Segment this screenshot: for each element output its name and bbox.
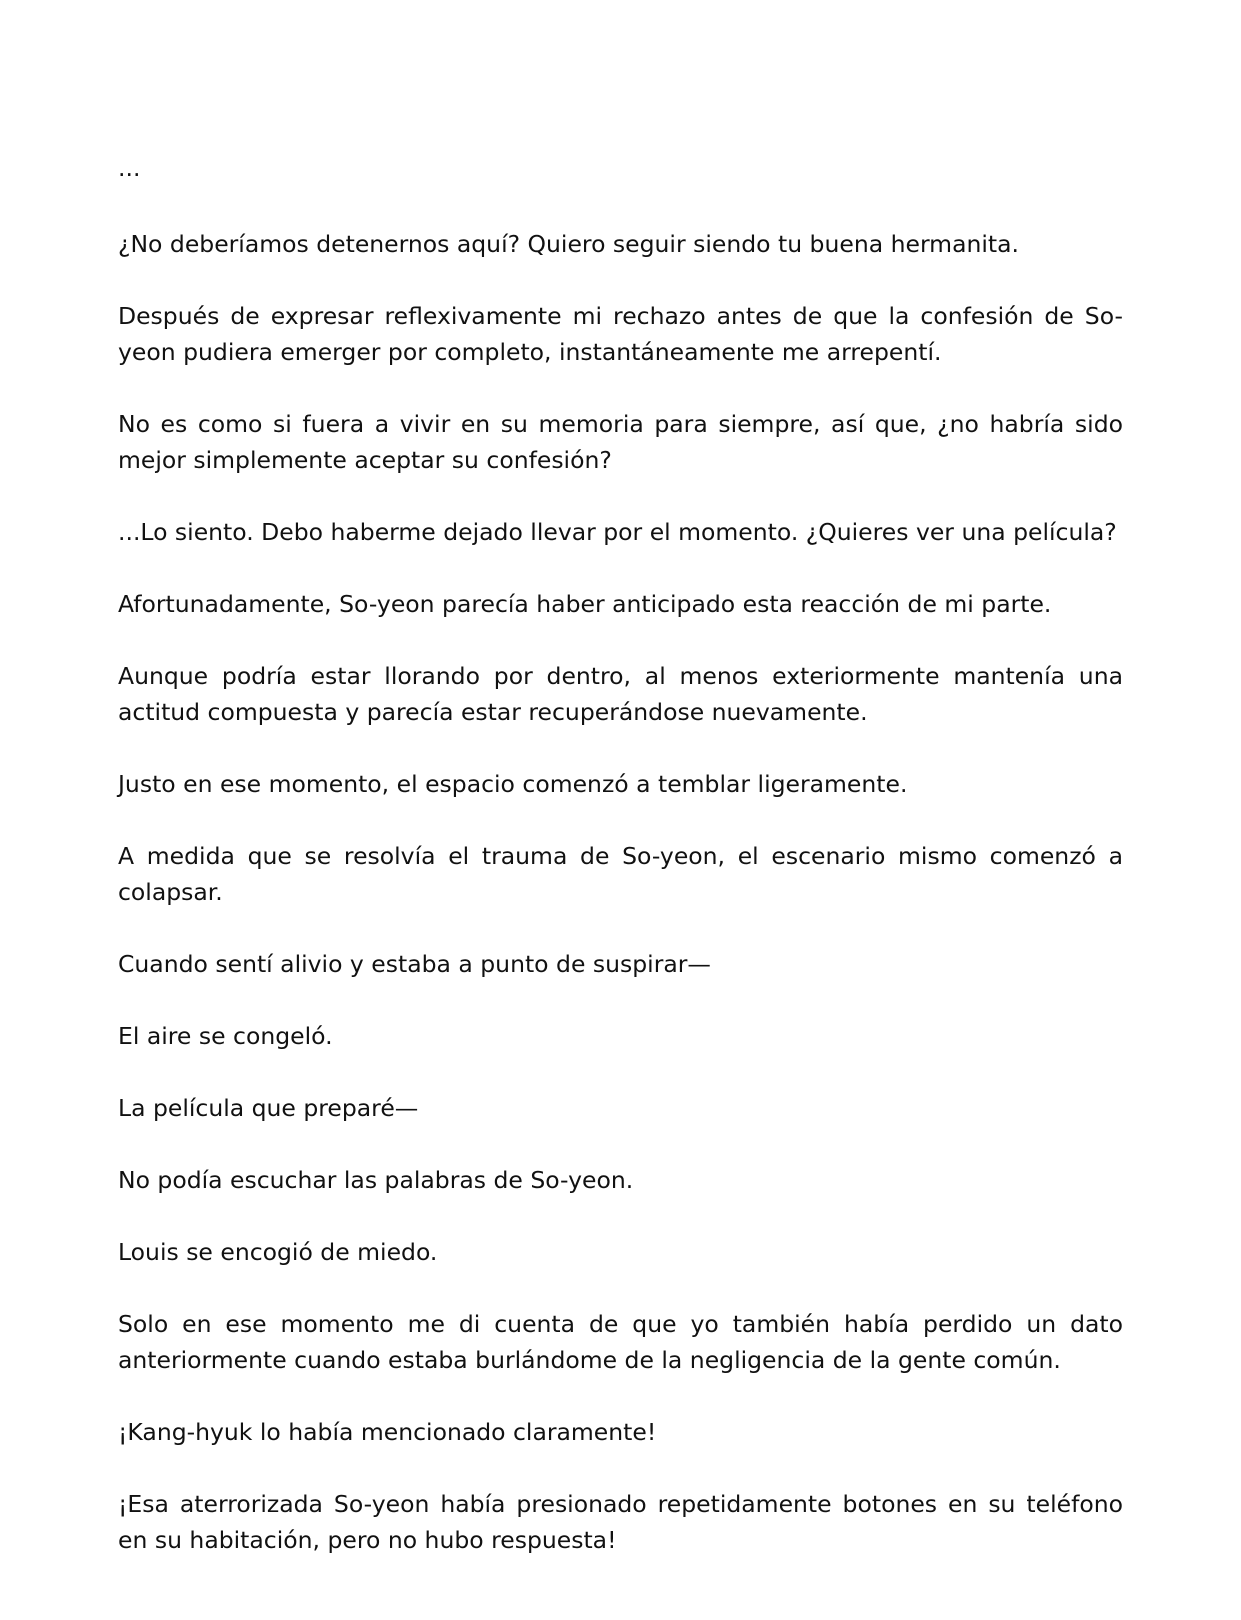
paragraph-7: Justo en ese momento, el espacio comenzó a temblar ligeramente.: [118, 770, 908, 798]
paragraph-5: Afortunadamente, So-yeon parecía haber anticipado esta reacción de mi parte.: [118, 590, 1052, 618]
paragraph-6: Aunque podría estar llorando por dentro, al menos exteriormente mantenía una actitud compuesta y parecía estar recuperándose nuevamente.: [118, 662, 1123, 726]
paragraph-14: Solo en ese momento me di cuenta de que yo también había perdido un dato anteriormente cuando estaba burlándome de la negligencia de la gente común.: [118, 1310, 1123, 1374]
paragraph-4: ...Lo siento. Debo haberme dejado llevar por el momento. ¿Quieres ver una película?: [118, 518, 1117, 546]
paragraph-15: ¡Kang-hyuk lo había mencionado claramente!: [118, 1418, 657, 1446]
paragraph-3: No es como si fuera a vivir en su memoria para siempre, así que, ¿no habría sido mejor simplemente aceptar su confesión?: [118, 410, 1123, 474]
paragraph-11: La película que preparé—: [118, 1094, 419, 1122]
paragraph-ellipsis: ...: [118, 154, 141, 182]
paragraph-12: No podía escuchar las palabras de So-yeon.: [118, 1166, 634, 1194]
paragraph-8: A medida que se resolvía el trauma de So-yeon, el escenario mismo comenzó a colapsar.: [118, 842, 1123, 906]
paragraph-10: El aire se congeló.: [118, 1022, 333, 1050]
document-body: [118, 150, 1123, 1594]
paragraph-2: Después de expresar reflexivamente mi rechazo antes de que la confesión de So-yeon pudiera emerger por completo, instantáneamente me arrepentí.: [118, 302, 1123, 366]
paragraph-13: Louis se encogió de miedo.: [118, 1238, 438, 1266]
paragraph-1: ¿No deberíamos detenernos aquí? Quiero seguir siendo tu buena hermanita.: [118, 230, 1019, 258]
paragraph-16: ¡Esa aterrorizada So-yeon había presionado repetidamente botones en su teléfono en su habitación, pero no hubo respuesta!: [118, 1490, 1123, 1554]
paragraph-9: Cuando sentí alivio y estaba a punto de suspirar—: [118, 950, 711, 978]
